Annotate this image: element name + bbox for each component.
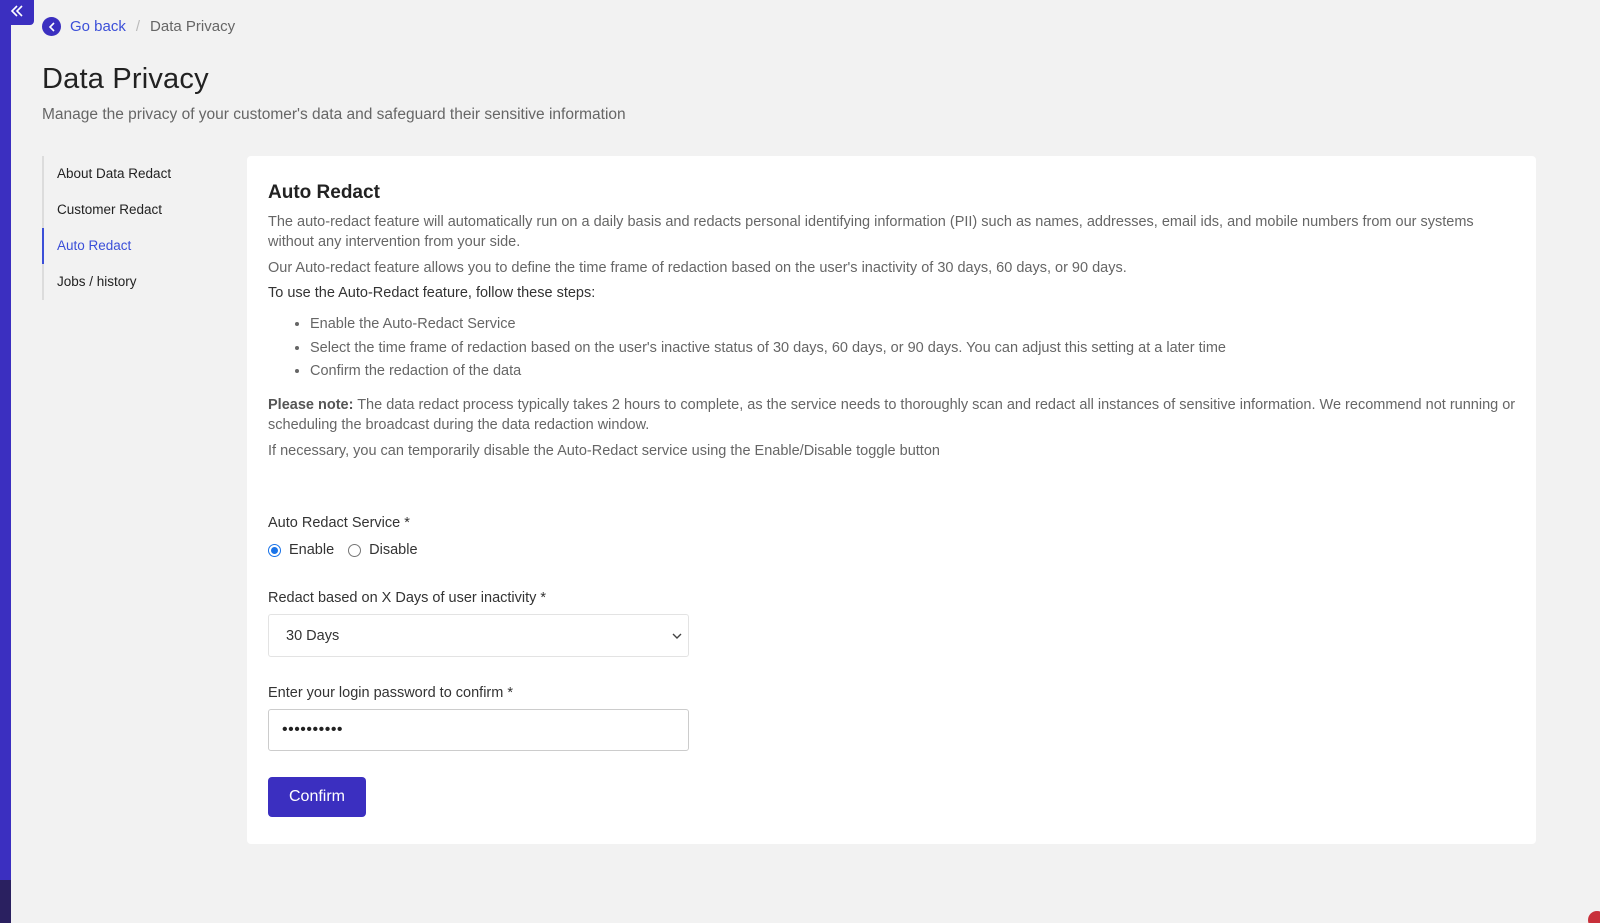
auto-redact-card	[247, 156, 1536, 844]
steps-list	[268, 313, 1518, 384]
inactivity-days-select[interactable]	[268, 614, 689, 657]
step-item: • Enable the Auto-Redact Service	[310, 313, 1518, 337]
disable-radio-label[interactable]: Disable	[369, 542, 418, 558]
double-chevron-left-icon	[10, 4, 24, 22]
step-item: • Select the time frame of redaction based on the user's inactive status of 30 days, 60 days, or 90 days. You can adjust this setting at a later time	[310, 337, 1518, 361]
card-title: Auto Redact	[268, 182, 380, 203]
inactivity-days-label: Redact based on X Days of user inactivity *	[268, 590, 547, 606]
enable-radio-label[interactable]: Enable	[289, 542, 335, 558]
card-description	[268, 182, 1518, 461]
page-subtitle: Manage the privacy of your customer's data and safeguard their sensitive information	[42, 106, 626, 123]
nav-item-jobs-history[interactable]: Jobs / history	[57, 274, 137, 289]
breadcrumb	[42, 17, 235, 36]
note-text: The data redact process typically takes 2 hours to complete, as the service needs to thoroughly scan and redact all instances of sensitive information. We recommend not running or scheduling the broadcast during the data redaction window.	[268, 396, 1516, 433]
password-field[interactable]: ••••••••••	[268, 709, 689, 751]
chevron-down-icon	[671, 630, 683, 646]
confirm-button[interactable]: Confirm	[268, 777, 366, 817]
disable-hint-paragraph: If necessary, you can temporarily disable the Auto-Redact service using the Enable/Disable toggle button	[268, 442, 940, 459]
chevron-left-circle-icon[interactable]	[42, 17, 61, 36]
corner-indicator	[1588, 911, 1600, 923]
section-nav	[42, 156, 222, 300]
note-label: Please note:	[268, 396, 354, 413]
service-radio-group	[268, 542, 432, 558]
note-paragraph	[268, 395, 1518, 435]
nav-item-customer-redact[interactable]: Customer Redact	[57, 202, 163, 217]
left-rail-footer	[0, 880, 11, 923]
auto-redact-service-label: Auto Redact Service *	[268, 515, 410, 531]
nav-item-about-data-redact[interactable]: About Data Redact	[57, 166, 172, 181]
nav-item-auto-redact[interactable]: Auto Redact	[42, 228, 222, 264]
steps-heading: To use the Auto-Redact feature, follow these steps:	[268, 285, 596, 301]
page-title: Data Privacy	[42, 63, 209, 95]
intro-paragraph: The auto-redact feature will automatically run on a daily basis and redacts personal identifying information (PII) such as names, addresses, email ids, and mobile numbers from our systems without any intervention from your side.	[268, 214, 1474, 250]
step-item: • Confirm the redaction of the data	[310, 360, 1518, 384]
go-back-link[interactable]: Go back	[70, 18, 126, 35]
breadcrumb-current: Data Privacy	[150, 18, 236, 35]
collapse-sidebar-button[interactable]	[0, 0, 34, 25]
password-label: Enter your login password to confirm *	[268, 685, 513, 701]
inactivity-days-value: 30 Days	[286, 627, 340, 644]
timeframe-paragraph: Our Auto-redact feature allows you to define the time frame of redaction based on the user's inactivity of 30 days, 60 days, or 90 days.	[268, 260, 1127, 276]
enable-radio[interactable]	[268, 544, 281, 557]
disable-radio[interactable]	[348, 544, 361, 557]
breadcrumb-separator: /	[135, 18, 141, 35]
left-rail	[0, 0, 11, 923]
